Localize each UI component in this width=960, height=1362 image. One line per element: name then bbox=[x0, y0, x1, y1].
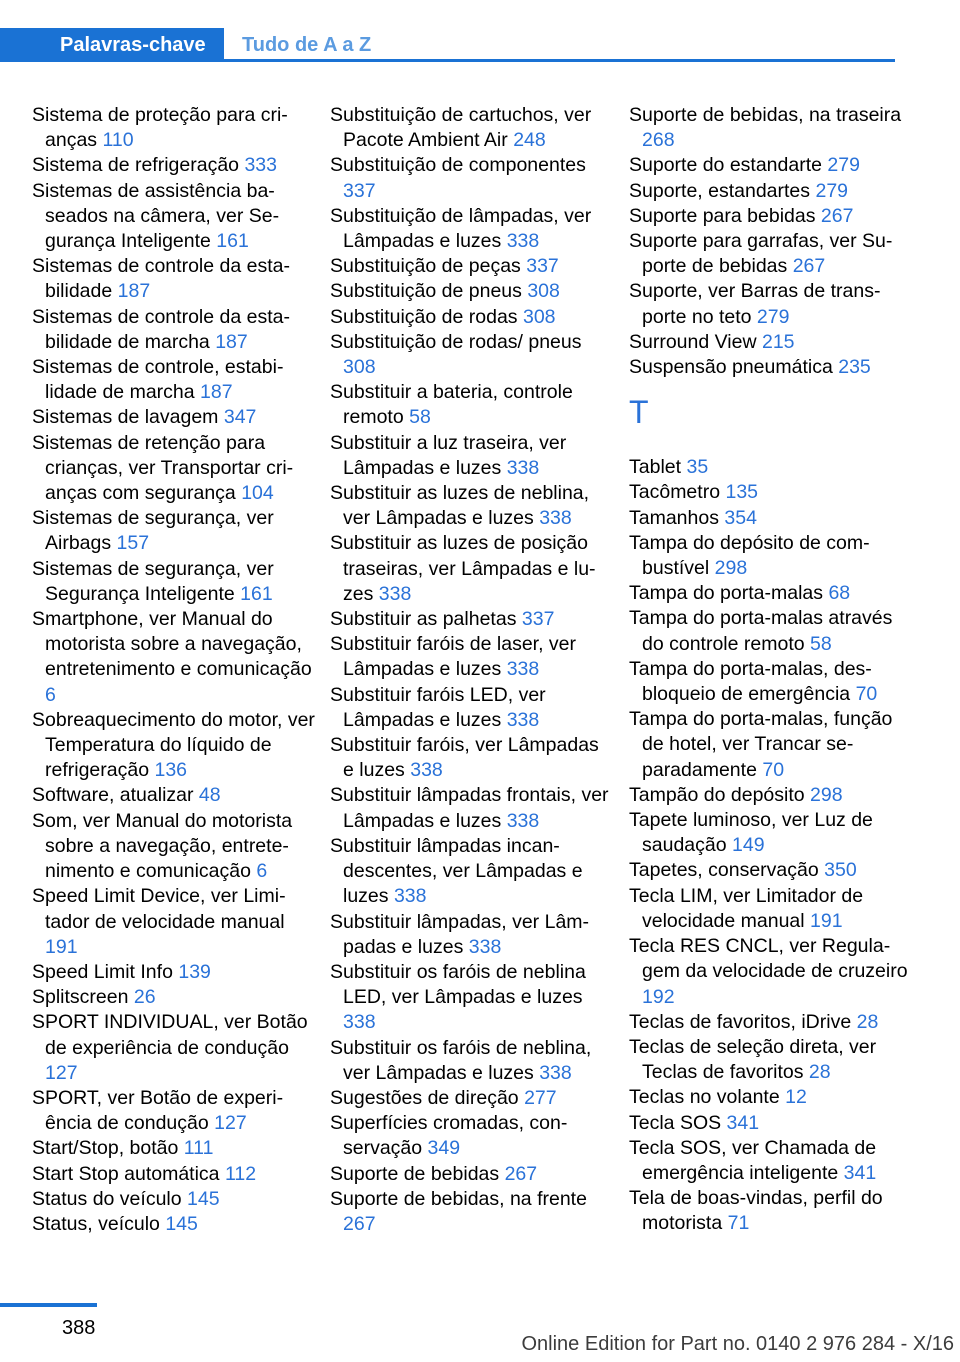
index-entry bbox=[32, 179, 317, 255]
index-entry-text: Tampa do porta-malas, desbloqueio de emergência bbox=[629, 657, 872, 706]
index-entry-text: Sistemas de lavagem bbox=[32, 406, 219, 429]
index-entry bbox=[32, 960, 317, 985]
index-entry-text: Teclas no volante bbox=[629, 1086, 780, 1109]
page-reference-link[interactable]: 70 bbox=[855, 683, 878, 706]
index-entry bbox=[629, 707, 914, 783]
index-entry bbox=[629, 1186, 914, 1236]
index-entry-text: SPORT INDIVIDUAL, ver Botão de experiência de condução bbox=[32, 1011, 308, 1059]
index-entry bbox=[629, 355, 914, 380]
index-entry-text: Superfícies cromadas, conservação bbox=[330, 1112, 568, 1160]
index-entry-text: Suporte para bebidas bbox=[629, 204, 816, 227]
page-reference-link[interactable]: 112 bbox=[224, 1162, 257, 1185]
index-entry-text: Sistemas de segurança, ver Segurança Inteligente bbox=[32, 557, 274, 605]
index-entry bbox=[629, 1035, 914, 1085]
page-reference-link[interactable]: 187 bbox=[117, 280, 151, 303]
index-entry bbox=[629, 229, 914, 279]
page-reference-link[interactable]: 104 bbox=[241, 482, 274, 505]
index-entry-text: Substituir a luz traseira, ver Lâmpadas e luzes bbox=[330, 431, 567, 479]
index-entry-text: Teclas de favoritos, iDrive bbox=[629, 1010, 852, 1033]
index-entry bbox=[32, 431, 317, 507]
index-entry bbox=[32, 153, 317, 178]
index-entry bbox=[629, 884, 914, 934]
section-letter: T bbox=[629, 394, 649, 431]
page-reference-link[interactable]: 135 bbox=[725, 481, 759, 504]
index-entry-text: Sugestões de direção bbox=[330, 1086, 519, 1109]
index-entry-text: Sistema de refrigeração bbox=[32, 154, 240, 177]
index-entry-text: Substituir faróis LED, ver Lâmpadas e luzes bbox=[330, 683, 546, 731]
index-entry-text: Speed Limit Info bbox=[32, 960, 173, 983]
index-entry bbox=[629, 1010, 914, 1035]
index-entry bbox=[629, 480, 914, 505]
index-entry bbox=[330, 153, 615, 203]
page-reference-link[interactable]: 58 bbox=[810, 632, 832, 655]
page-reference-link[interactable]: 347 bbox=[223, 406, 257, 429]
index-entry bbox=[32, 1187, 317, 1212]
index-entry-text: Splitscreen bbox=[32, 986, 129, 1009]
index-entry-text: Substituir as luzes de neblina, ver Lâmpadas e luzes bbox=[330, 482, 590, 530]
index-entry-text: Tacômetro bbox=[629, 481, 721, 504]
index-entry-text: Sistemas de assistência baseados na câmera, ver Segurança Inteligente bbox=[32, 179, 280, 253]
page-reference-link[interactable]: 145 bbox=[165, 1212, 198, 1235]
page-reference-link[interactable]: 157 bbox=[116, 532, 150, 555]
page-reference-link[interactable]: 28 bbox=[856, 1010, 879, 1033]
page-reference-link[interactable]: 350 bbox=[824, 859, 857, 882]
page-reference-link[interactable]: 341 bbox=[726, 1111, 760, 1134]
index-entry bbox=[330, 1086, 615, 1111]
index-entry-text: Substituição de lâmpadas, ver Lâmpadas e luzes bbox=[330, 204, 592, 253]
index-entry-text: Tamanhos bbox=[629, 506, 719, 529]
index-entry-text: Sistemas de controle da estabilidade bbox=[32, 255, 290, 303]
index-entry-text: Sistema de proteção para crianças bbox=[32, 104, 288, 152]
page-reference-link[interactable]: 279 bbox=[815, 179, 849, 202]
index-entry bbox=[330, 733, 615, 783]
page-reference-link[interactable]: 341 bbox=[843, 1161, 877, 1184]
index-entry bbox=[629, 506, 914, 531]
page-number-bar bbox=[0, 1303, 97, 1307]
index-entry bbox=[32, 506, 317, 556]
index-entry bbox=[330, 910, 615, 960]
index-entry bbox=[330, 531, 615, 607]
index-entry bbox=[629, 153, 914, 178]
index-entry-text: Tampa do porta-malas bbox=[629, 582, 824, 605]
index-entry-text: Suporte de bebidas, na frente bbox=[330, 1187, 587, 1210]
index-entry bbox=[330, 204, 615, 254]
index-entry bbox=[32, 1086, 317, 1136]
index-entry bbox=[330, 607, 615, 632]
index-entry-text: Tablet bbox=[629, 456, 682, 479]
index-entry bbox=[330, 330, 615, 380]
index-entry bbox=[629, 330, 914, 355]
index-entry bbox=[629, 783, 914, 808]
index-entry-text: Start/Stop, botão bbox=[32, 1137, 179, 1160]
page-reference-link[interactable]: 28 bbox=[808, 1061, 831, 1084]
index-entry bbox=[629, 934, 914, 1010]
index-entry bbox=[32, 1212, 317, 1237]
index-entry-text: Suporte, ver Barras de transporte no teto bbox=[629, 280, 881, 328]
page-reference-link[interactable]: 191 bbox=[45, 935, 78, 958]
page-reference-link[interactable]: 338 bbox=[506, 456, 540, 479]
page-reference-link[interactable]: 6 bbox=[256, 860, 268, 883]
header-divider bbox=[224, 59, 895, 62]
index-entry-text: Substituir lâmpadas incandescentes, ver Lâmpadas e luzes bbox=[330, 834, 583, 908]
page-reference-link[interactable]: 338 bbox=[506, 809, 540, 832]
page-reference-link[interactable]: 235 bbox=[838, 356, 871, 379]
index-entry bbox=[32, 1162, 317, 1187]
index-entry bbox=[629, 531, 914, 581]
page-reference-link[interactable]: 308 bbox=[522, 305, 556, 328]
page-reference-link[interactable]: 192 bbox=[642, 985, 675, 1008]
index-column-3 bbox=[629, 103, 914, 1237]
index-entry-text: Substituição de cartuchos, ver Pacote Ambient Air bbox=[330, 104, 592, 152]
tab-tudo-de-a-a-z[interactable]: Tudo de A a Z bbox=[242, 34, 372, 56]
page-reference-link[interactable]: 12 bbox=[785, 1086, 807, 1109]
page-number: 388 bbox=[62, 1317, 96, 1339]
index-entry bbox=[629, 581, 914, 606]
edition-footer: Online Edition for Part no. 0140 2 976 284 - X/16 bbox=[521, 1333, 954, 1355]
index-entry bbox=[330, 632, 615, 682]
index-entry bbox=[32, 557, 317, 607]
page-reference-link[interactable]: 267 bbox=[504, 1162, 538, 1185]
index-entry bbox=[330, 103, 615, 153]
page-reference-link[interactable]: 337 bbox=[343, 179, 376, 202]
index-entry-text: Tampa do porta-malas, função de hotel, ver Trancar separadamente bbox=[629, 708, 893, 781]
page-reference-link[interactable]: 149 bbox=[732, 834, 765, 857]
index-entry bbox=[629, 858, 914, 883]
index-entry bbox=[629, 455, 914, 480]
index-entry-text: Sobreaquecimento do motor, ver Temperatura do líquido de refrigeração bbox=[32, 708, 315, 782]
index-entry bbox=[32, 103, 317, 153]
page-reference-link[interactable]: 338 bbox=[539, 507, 572, 530]
index-entry-text: Suporte do estandarte bbox=[629, 154, 822, 177]
page-reference-link[interactable]: 338 bbox=[393, 885, 427, 908]
index-entry bbox=[330, 1162, 615, 1187]
index-entry-text: Suporte, estandartes bbox=[629, 179, 811, 202]
tab-palavras-chave[interactable]: Palavras-chave bbox=[0, 28, 224, 62]
index-entry-text: Substituir faróis de laser, ver Lâmpadas e luzes bbox=[330, 633, 577, 681]
index-entry bbox=[330, 783, 615, 833]
page-reference-link[interactable]: 145 bbox=[187, 1187, 220, 1210]
index-entry bbox=[629, 103, 914, 153]
page-reference-link[interactable]: 248 bbox=[513, 129, 546, 152]
index-entry bbox=[330, 305, 615, 330]
index-entry-text: Tapete luminoso, ver Luz de saudação bbox=[629, 809, 873, 857]
index-entry bbox=[32, 1010, 317, 1086]
page-reference-link[interactable]: 298 bbox=[714, 557, 748, 580]
page-reference-link[interactable]: 127 bbox=[214, 1112, 247, 1135]
index-entry-text: Substituir os faróis de neblina LED, ver Lâmpadas e luzes bbox=[330, 960, 586, 1009]
index-entry-text: Suspensão pneumática bbox=[629, 356, 833, 379]
index-entry bbox=[32, 355, 317, 405]
index-entry-text: Substituição de componentes bbox=[330, 154, 586, 177]
page-reference-link[interactable]: 68 bbox=[828, 582, 851, 605]
page-reference-link[interactable]: 267 bbox=[792, 255, 826, 278]
index-entry bbox=[32, 607, 317, 708]
index-entry bbox=[629, 1085, 914, 1110]
page-reference-link[interactable]: 338 bbox=[468, 935, 502, 958]
index-entry bbox=[330, 834, 615, 910]
index-entry-text: Substituir os faróis de neblina, ver Lâmpadas e luzes bbox=[330, 1036, 592, 1084]
index-entry-text: Substituição de peças bbox=[330, 255, 521, 278]
index-entry-text: Som, ver Manual do motorista sobre a navegação, entretenimento e comunicação bbox=[32, 809, 293, 883]
index-entry-text: Substituição de pneus bbox=[330, 280, 522, 303]
index-entry-text: Substituir lâmpadas frontais, ver Lâmpadas e luzes bbox=[330, 784, 609, 832]
page-reference-link[interactable]: 136 bbox=[154, 759, 188, 782]
index-entry bbox=[629, 179, 914, 204]
index-entry-text: Tecla RES CNCL, ver Regulagem da velocidade de cruzeiro bbox=[629, 935, 908, 983]
index-entry bbox=[330, 1111, 615, 1161]
index-entry bbox=[330, 431, 615, 481]
index-entry-text: Tapetes, conservação bbox=[629, 859, 819, 882]
index-entry bbox=[629, 279, 914, 329]
index-entry-text: Tampa do depósito de combustível bbox=[629, 531, 870, 580]
index-entry-text: Tecla SOS bbox=[629, 1111, 722, 1134]
index-entry-text: Smartphone, ver Manual do motorista sobre a navegação, entretenimento e comunicação bbox=[32, 608, 312, 681]
page-reference-link[interactable]: 337 bbox=[526, 255, 559, 278]
index-entry bbox=[330, 380, 615, 430]
page-reference-link[interactable]: 308 bbox=[527, 280, 560, 303]
page-reference-link[interactable]: 338 bbox=[378, 582, 412, 605]
index-entry-text: Software, atualizar bbox=[32, 784, 194, 807]
page-reference-link[interactable]: 191 bbox=[810, 909, 843, 932]
index-entry bbox=[629, 606, 914, 656]
page-reference-link[interactable]: 48 bbox=[198, 784, 221, 807]
page-reference-link[interactable]: 70 bbox=[762, 758, 785, 781]
page-reference-link[interactable]: 333 bbox=[244, 154, 277, 177]
index-entry-text: Speed Limit Device, ver Limitador de velocidade manual bbox=[32, 885, 286, 933]
page-reference-link[interactable]: 35 bbox=[686, 456, 709, 479]
index-entry-text: Substituir as luzes de posição traseiras, ver Lâmpadas e luzes bbox=[330, 532, 596, 605]
index-entry-text: Substituir faróis, ver Lâmpadas e luzes bbox=[330, 734, 599, 782]
index-column-2 bbox=[330, 103, 615, 1237]
index-entry bbox=[330, 683, 615, 733]
index-entry-text: Sistemas de retenção para crianças, ver Transportar crianças com segurança bbox=[32, 431, 294, 505]
index-entry bbox=[32, 254, 317, 304]
page-reference-link[interactable]: 127 bbox=[45, 1061, 78, 1084]
index-entry-text: Substituir a bateria, controle remoto bbox=[330, 381, 573, 429]
index-entry bbox=[32, 708, 317, 784]
index-entry-text: Teclas de seleção direta, ver Teclas de favoritos bbox=[629, 1035, 877, 1084]
index-entry-text: Tela de boas-vindas, perfil do motorista bbox=[629, 1187, 883, 1235]
index-entry-text: Substituição de rodas/ pneus bbox=[330, 330, 582, 353]
page-reference-link[interactable]: 26 bbox=[133, 986, 156, 1009]
index-entry bbox=[32, 809, 317, 885]
index-entry bbox=[32, 985, 317, 1010]
index-entry-text: Suporte de bebidas, na traseira bbox=[629, 104, 902, 126]
index-entry-text: Surround View bbox=[629, 330, 757, 353]
index-entry-text: Substituição de rodas bbox=[330, 305, 518, 328]
page-reference-link[interactable]: 277 bbox=[524, 1086, 557, 1109]
index-entry-text: Suporte para garrafas, ver Suporte de bebidas bbox=[629, 230, 893, 278]
index-entry bbox=[32, 405, 317, 430]
page-reference-link[interactable]: 338 bbox=[506, 658, 540, 681]
index-entry bbox=[629, 1111, 914, 1136]
index-entry bbox=[330, 481, 615, 531]
index-entry bbox=[32, 783, 317, 808]
page-reference-link[interactable]: 354 bbox=[724, 506, 757, 529]
index-entry-text: Sistemas de controle, estabilidade de marcha bbox=[32, 356, 284, 404]
page-reference-link[interactable]: 298 bbox=[810, 783, 843, 806]
index-entry bbox=[629, 808, 914, 858]
index-entry bbox=[330, 1036, 615, 1086]
page-reference-link[interactable]: 349 bbox=[427, 1137, 461, 1160]
index-entry bbox=[330, 279, 615, 304]
page-reference-link[interactable]: 338 bbox=[539, 1061, 572, 1084]
page-reference-link[interactable]: 267 bbox=[343, 1212, 376, 1235]
page-reference-link[interactable]: 268 bbox=[642, 129, 675, 152]
page-reference-link[interactable]: 6 bbox=[45, 683, 56, 706]
page-reference-link[interactable]: 187 bbox=[200, 381, 233, 404]
index-entry-text: Tecla LIM, ver Limitador de velocidade manual bbox=[629, 884, 864, 932]
index-entry-text: Tampa do porta-malas através do controle remoto bbox=[629, 607, 893, 655]
index-column-1 bbox=[32, 103, 317, 1237]
header-bar bbox=[0, 28, 895, 62]
index-entry-text: Tampão do depósito bbox=[629, 783, 805, 806]
index-entry-text: Suporte de bebidas bbox=[330, 1162, 500, 1185]
page-reference-link[interactable]: 161 bbox=[240, 582, 273, 605]
page-reference-link[interactable]: 139 bbox=[178, 960, 211, 983]
page-reference-link[interactable]: 337 bbox=[521, 608, 555, 631]
index-entry-text: Tecla SOS, ver Chamada de emergência inteligente bbox=[629, 1136, 877, 1184]
index-entry bbox=[330, 1187, 615, 1237]
index-entry bbox=[32, 305, 317, 355]
page-reference-link[interactable]: 338 bbox=[506, 230, 540, 253]
index-entry-text: SPORT, ver Botão de experiência de condução bbox=[32, 1086, 284, 1135]
page-reference-link[interactable]: 267 bbox=[820, 204, 854, 227]
index-entry-text: Status, veículo bbox=[32, 1212, 160, 1235]
page-reference-link[interactable]: 111 bbox=[183, 1137, 214, 1160]
page-reference-link[interactable]: 58 bbox=[409, 406, 431, 429]
page-reference-link[interactable]: 338 bbox=[506, 708, 540, 731]
index-entry-text: Sistemas de segurança, ver Airbags bbox=[32, 507, 274, 555]
index-entry bbox=[32, 1136, 317, 1161]
page-reference-link[interactable]: 338 bbox=[343, 1011, 376, 1034]
index-entry-text: Substituir as palhetas bbox=[330, 608, 517, 631]
index-entry bbox=[32, 884, 317, 960]
index-entry bbox=[330, 254, 615, 279]
index-entry bbox=[629, 204, 914, 229]
index-entry-text: Sistemas de controle da estabilidade de marcha bbox=[32, 305, 290, 353]
page-reference-link[interactable]: 187 bbox=[215, 330, 248, 353]
index-entry-text: Start Stop automática bbox=[32, 1162, 220, 1185]
page-reference-link[interactable]: 338 bbox=[410, 759, 443, 782]
index-entry-text: Status do veículo bbox=[32, 1187, 182, 1210]
page-reference-link[interactable]: 308 bbox=[343, 356, 376, 379]
page-reference-link[interactable]: 215 bbox=[761, 330, 795, 353]
index-entry bbox=[629, 1136, 914, 1186]
page-reference-link[interactable]: 110 bbox=[102, 129, 134, 152]
index-entry bbox=[629, 657, 914, 707]
page-reference-link[interactable]: 161 bbox=[216, 230, 249, 253]
index-entry-text: Substituir lâmpadas, ver Lâmpadas e luzes bbox=[330, 910, 590, 958]
page-reference-link[interactable]: 71 bbox=[727, 1212, 750, 1235]
index-entry bbox=[330, 960, 615, 1036]
page-reference-link[interactable]: 279 bbox=[756, 305, 790, 328]
page-reference-link[interactable]: 279 bbox=[827, 154, 860, 177]
